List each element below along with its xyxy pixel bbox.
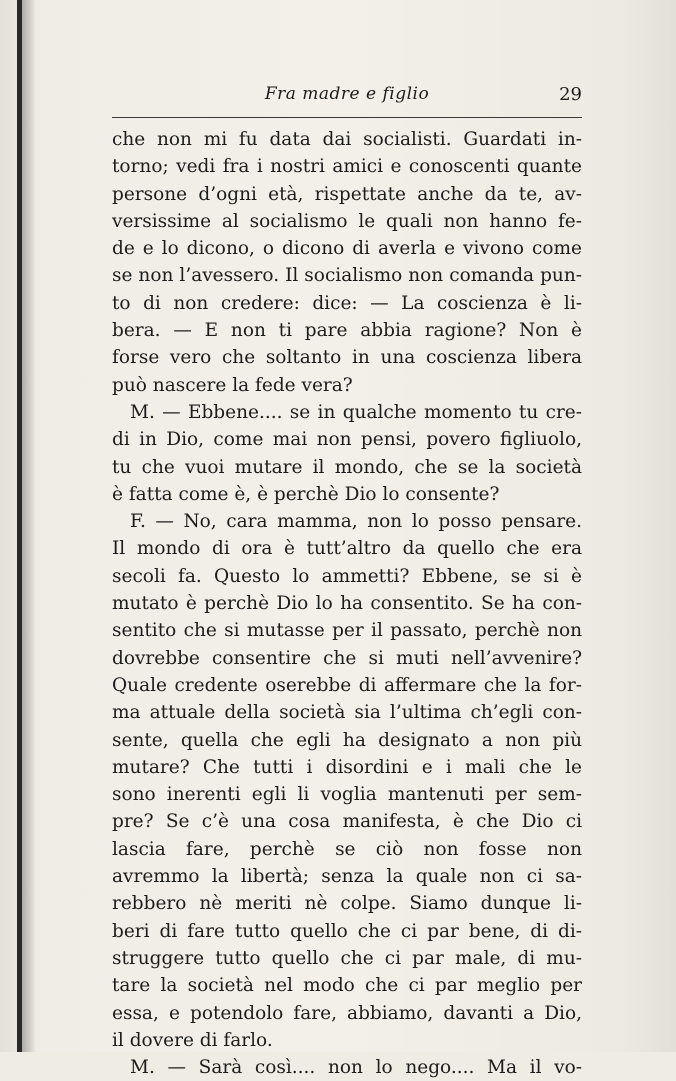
running-title: Fra madre e figlio [264,84,430,104]
text-line: di in Dio, come mai non pensi, povero figliuolo, [112,429,582,451]
text-line: avremmo la libertà; senza la quale non ci sa- [112,866,582,888]
text-line: versissime al socialismo le quali non hanno fe- [112,210,582,232]
text-line: forse vero che soltanto in una coscienza libera [112,347,582,369]
text-line: bera. — E non ti pare abbia ragione? Non è [112,320,582,342]
text-line: mutare? Che tutti i disordini e i mali che le [112,756,582,778]
text-line: sentito che si mutasse per il passato, perchè non [112,620,582,642]
text-line: tu che vuoi mutare il mondo, che se la società [112,456,582,478]
binding-shadow [22,0,36,1052]
text-line: che non mi fu data dai socialisti. Guardati in- [112,129,582,150]
text-line: tare la società nel modo che ci par meglio per [112,975,582,997]
text-line: sono inerenti egli li voglia mantenuti per sem- [112,784,582,806]
text-line: secoli fa. Questo lo ammetti? Ebbene, se si è [112,565,582,587]
text-line: ma attuale della società sia l’ultima ch’egli con- [112,702,582,724]
text-line: struggere tutto quello che ci par male, di mu- [112,947,582,969]
text-line: sente, quella che egli ha designato a non più [112,729,582,751]
text-line: pre? Se c’è una cosa manifesta, è che Dio ci [112,811,582,833]
text-line: essa, e potendolo fare, abbiamo, davanti a Dio, [112,1002,582,1024]
page-number: 29 [559,84,582,105]
running-head [112,84,582,112]
text-line: M. — Ebbene.... se in qualche momento tu cre- [130,401,582,423]
text-line: è fatta come è, è perchè Dio lo consente? [112,483,500,505]
text-line: dovrebbe consentire che si muti nell’avvenire? [112,647,582,669]
header-rule [112,117,582,118]
text-line: to di non credere: dice: — La coscienza è li- [112,292,582,314]
text-line: de e lo dicono, o dicono di averla e vivono come [112,238,582,260]
text-line: se non l’avessero. Il socialismo non comanda pun- [112,265,582,287]
text-line: beri di fare tutto quello che ci par bene, di di- [112,920,582,942]
text-line: il dovere di farlo. [112,1029,273,1051]
text-line: Quale credente oserebbe di affermare che la for- [112,674,582,696]
text-line: lascia fare, perchè se ciò non fosse non [112,838,582,860]
text-line: F. — No, cara mamma, non lo posso pensare. [130,511,582,533]
text-line: Il mondo di ora è tutt’altro da quello che era [112,538,582,560]
text-line: può nascere la fede vera? [112,374,353,396]
text-line: persone d’ogni età, rispettate anche da te, av- [112,183,582,205]
text-line: torno; vedi fra i nostri amici e conoscenti quante [112,156,582,178]
text-line: M. — Sarà così.... non lo nego.... Ma il vo- [130,1057,582,1079]
body-text [112,126,582,1081]
text-line: rebbero nè meriti nè colpe. Siamo dunque li- [112,893,582,915]
text-line: mutato è perchè Dio lo ha consentito. Se ha con- [112,593,582,615]
